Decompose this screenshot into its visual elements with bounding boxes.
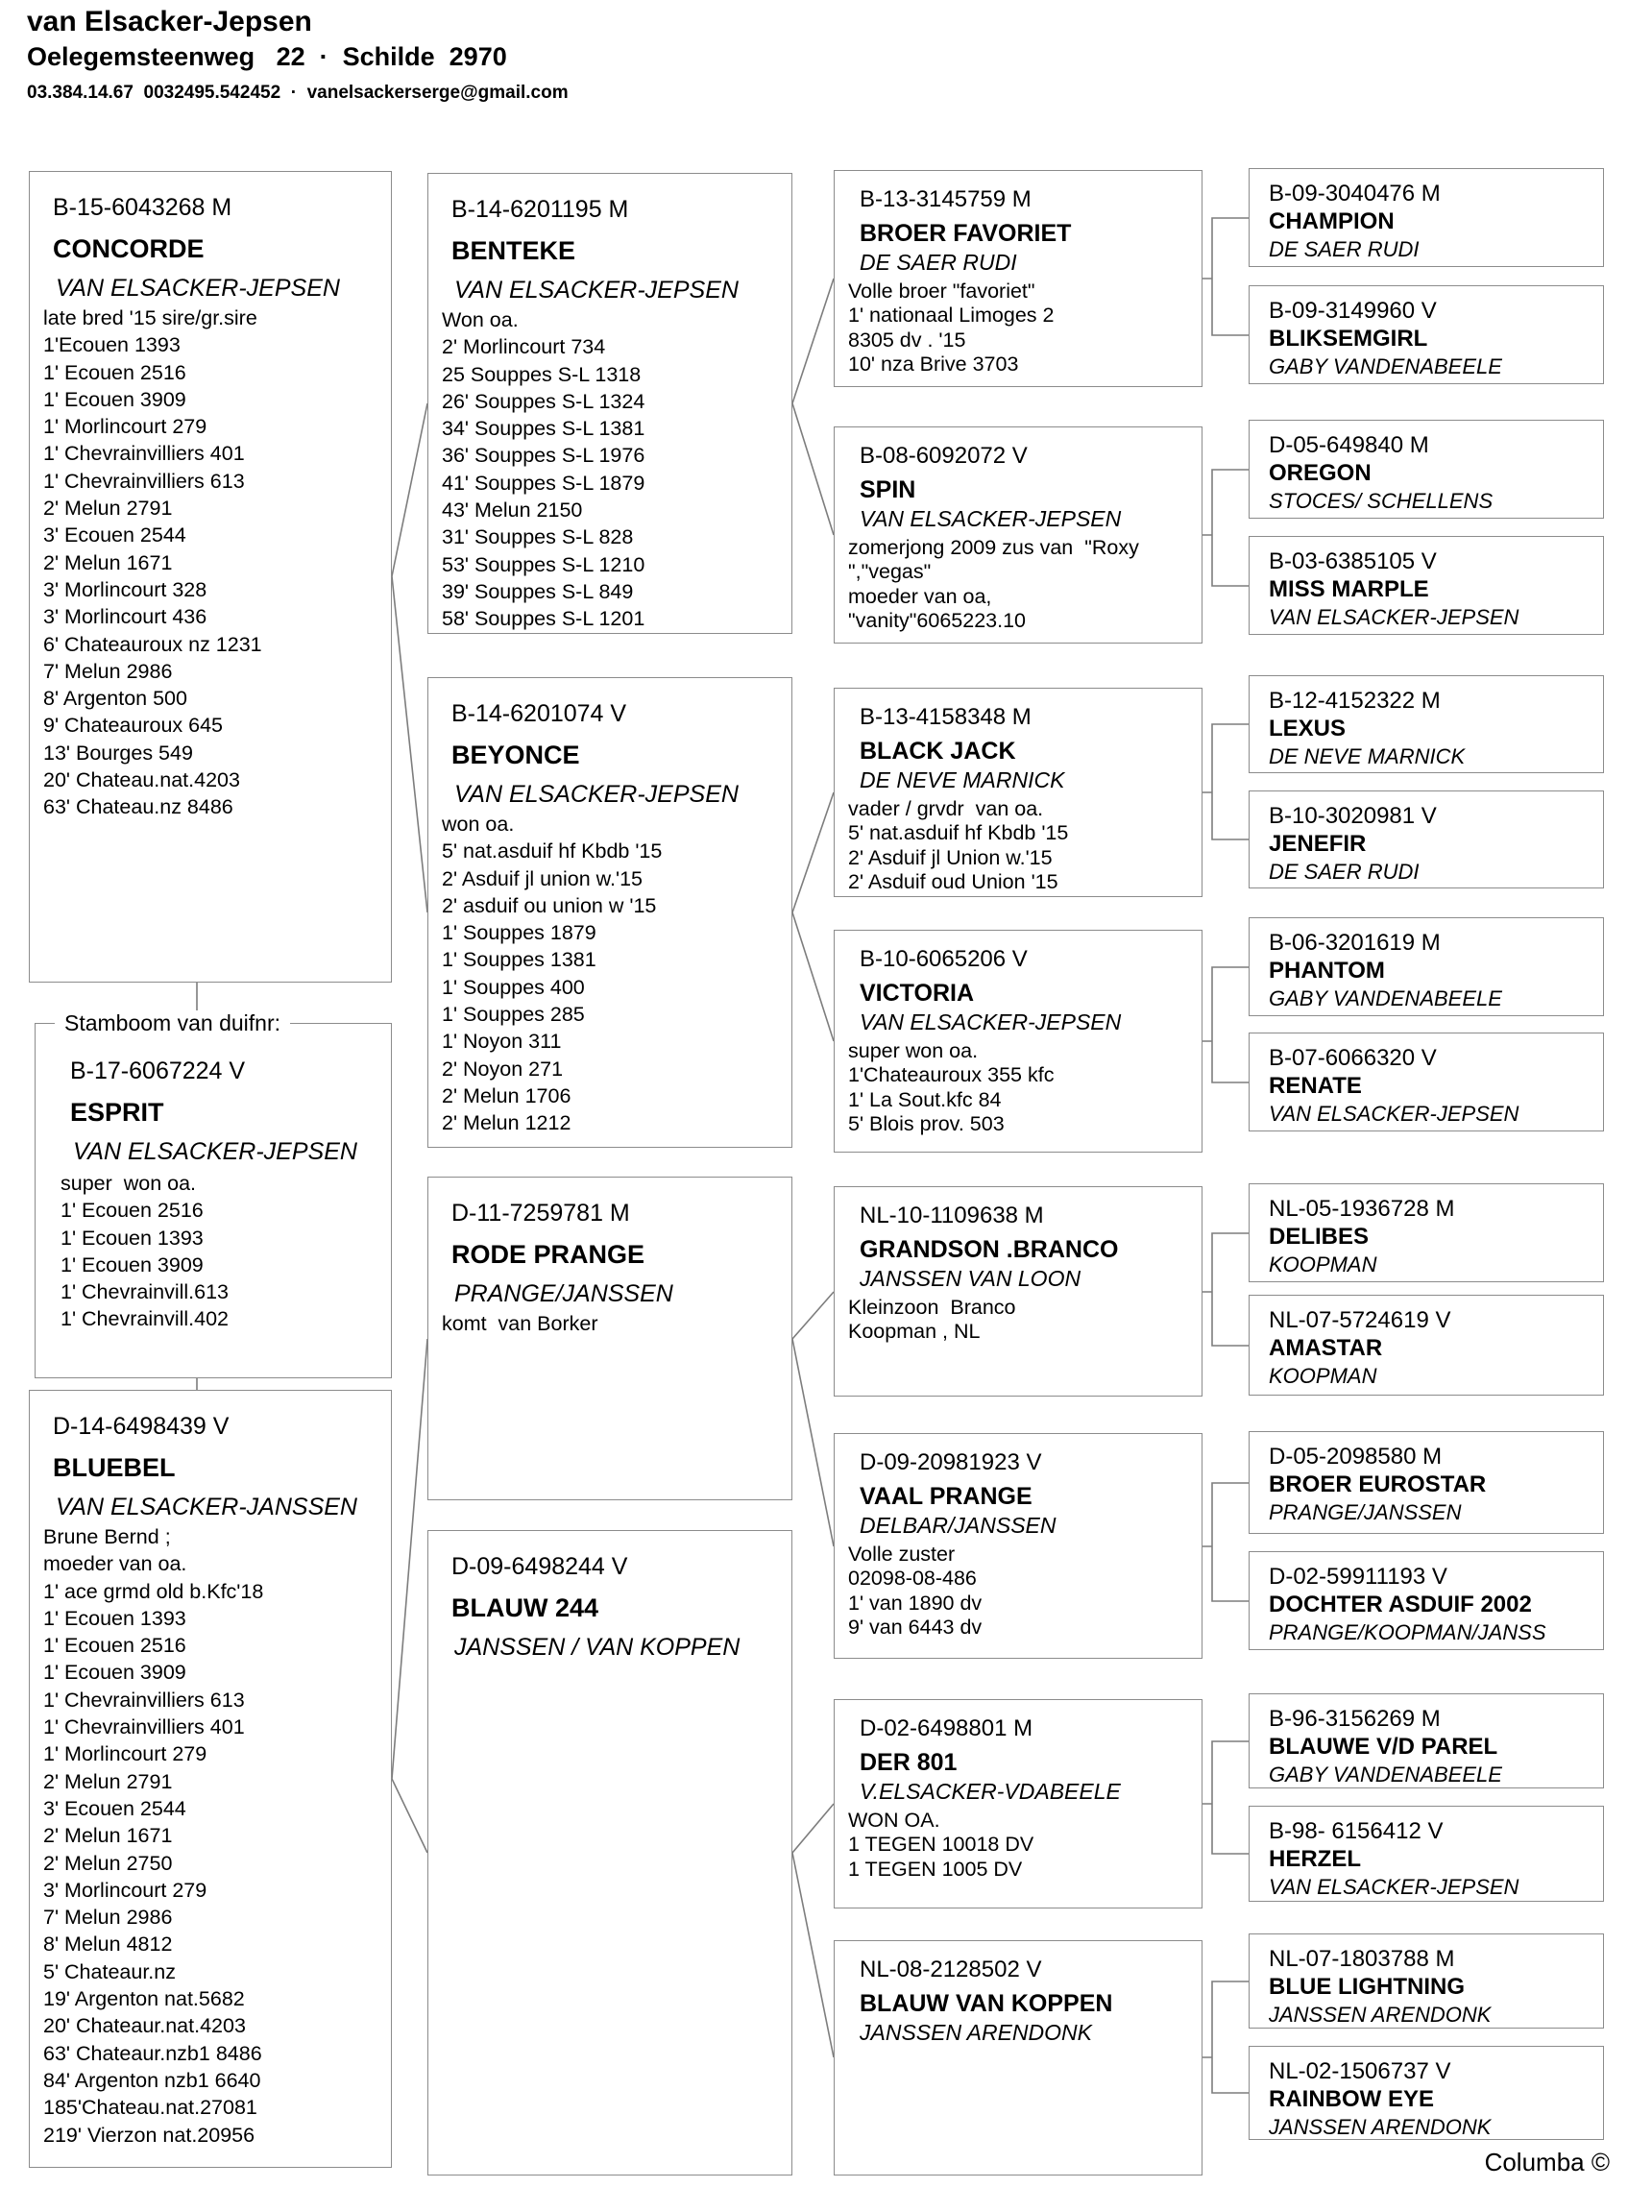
performance-line: 10' nza Brive 3703 <box>848 352 1019 376</box>
performance-line: 1' Chevrainvilliers 613 <box>43 1688 245 1712</box>
performance-line: Won oa. <box>442 308 519 331</box>
ring-number: B-03-6385105 V <box>1269 548 1437 574</box>
bird-name: BLAUWE V/D PAREL <box>1269 1734 1498 1760</box>
ring-number: D-05-2098580 M <box>1269 1444 1443 1470</box>
ring-number: D-02-6498801 M <box>860 1715 1033 1741</box>
bird-name: BROER EUROSTAR <box>1269 1471 1487 1497</box>
bird-name: BLAUW 244 <box>451 1593 599 1622</box>
performance-line: 13' Bourges 549 <box>43 741 193 765</box>
ring-number: B-10-3020981 V <box>1269 803 1437 829</box>
performance-line: 2' Melun 2791 <box>43 1769 173 1793</box>
ring-number: NL-08-2128502 V <box>860 1957 1042 1982</box>
performance-line: 2' Asduif oud Union '15 <box>848 869 1058 893</box>
bird-name: CONCORDE <box>53 234 205 263</box>
ring-number: B-12-4152322 M <box>1269 688 1441 714</box>
performance-line: late bred '15 sire/gr.sire <box>43 306 257 329</box>
ring-number: NL-10-1109638 M <box>860 1203 1044 1228</box>
performance-line: 1' Morlincourt 279 <box>43 415 207 439</box>
ring-number: NL-07-5724619 V <box>1269 1307 1451 1333</box>
pedigree-box-blauw-van-koppen <box>834 1940 1203 2176</box>
pedigree-box-blauw-244 <box>427 1530 792 2176</box>
fancier-name: VAN ELSACKER-JEPSEN <box>860 1009 1122 1034</box>
performance-line: 1' Morlincourt 279 <box>43 1742 207 1766</box>
performance-line: 2' Asduif jl union w.'15 <box>442 866 644 890</box>
bird-name: MISS MARPLE <box>1269 576 1429 602</box>
performance-list <box>30 1521 391 2149</box>
bird-name: BLAUW VAN KOPPEN <box>860 1990 1113 2017</box>
performance-line: 1' Souppes 1879 <box>442 921 596 945</box>
performance-line: 1' Chevrainvilliers 613 <box>43 469 245 493</box>
performance-line: 2' Noyon 271 <box>442 1057 564 1081</box>
performance-line: 63' Chateaur.nzb1 8486 <box>43 2041 262 2065</box>
performance-list <box>428 304 791 633</box>
bird-name: CHAMPION <box>1269 208 1395 234</box>
performance-list <box>835 276 1202 377</box>
pedigree-box-victoria <box>834 930 1203 1153</box>
performance-list <box>835 532 1202 633</box>
performance-line: Kleinzoon Branco <box>848 1296 1016 1319</box>
fancier-name: GABY VANDENABEELE <box>1269 354 1502 378</box>
performance-line: 1' Souppes 285 <box>442 1003 585 1027</box>
performance-line: 20' Chateaur.nat.4203 <box>43 2014 246 2038</box>
performance-line: moeder van oa, <box>848 584 992 608</box>
fancier-name: VAN ELSACKER-JEPSEN <box>1269 605 1519 629</box>
pedigree-box-grandson-branco <box>834 1186 1203 1397</box>
pedigree-box-bluebel <box>29 1390 392 2168</box>
ring-number: B-13-3145759 M <box>860 186 1032 212</box>
performance-list <box>835 1292 1202 1345</box>
ring-number: D-02-59911193 V <box>1269 1564 1447 1590</box>
fancier-name: JANSSEN ARENDONK <box>1269 2115 1492 2139</box>
performance-line: 9' van 6443 dv <box>848 1615 983 1639</box>
pedigree-box-champion <box>1249 168 1604 267</box>
bird-name: DOCHTER ASDUIF 2002 <box>1269 1592 1532 1617</box>
performance-line: 25 Souppes S-L 1318 <box>442 362 642 386</box>
loft-name: van Elsacker-Jepsen <box>27 6 312 37</box>
ring-number: B-09-3040476 M <box>1269 181 1441 207</box>
fancier-name: JANSSEN ARENDONK <box>1269 2003 1492 2027</box>
performance-line: 1' Noyon 311 <box>442 1030 562 1054</box>
performance-line: 1' Ecouen 2516 <box>61 1199 204 1223</box>
pedigree-box-rainbow-eye <box>1249 2046 1604 2140</box>
performance-line: Volle broer "favoriet" <box>848 280 1035 303</box>
performance-line: 1' ace grmd old b.Kfc'18 <box>43 1579 264 1603</box>
performance-line: super won oa. <box>848 1039 979 1062</box>
ring-number: B-15-6043268 M <box>53 194 232 221</box>
ring-number: B-14-6201195 M <box>451 196 629 223</box>
performance-line: 43' Melun 2150 <box>442 498 583 523</box>
fancier-name: DE SAER RUDI <box>1269 860 1420 884</box>
performance-line: 219' Vierzon nat.20956 <box>43 2123 255 2147</box>
pedigree-box-bliksemgirl <box>1249 285 1604 384</box>
fancier-name: PRANGE/KOOPMAN/JANSS <box>1269 1620 1546 1644</box>
performance-line: 1' nationaal Limoges 2 <box>848 304 1055 328</box>
performance-line: 7' Melun 2986 <box>43 659 173 683</box>
fancier-name: DE SAER RUDI <box>860 250 1017 275</box>
performance-line: 1' Ecouen 2516 <box>43 360 186 384</box>
performance-line: 3' Morlincourt 436 <box>43 605 207 629</box>
performance-line: 1' Souppes 1381 <box>442 948 596 972</box>
performance-line: 1' Ecouen 2516 <box>43 1634 186 1658</box>
pedigree-box-rode-prange <box>427 1177 792 1500</box>
performance-line: 3' Ecouen 2544 <box>43 523 186 547</box>
ring-number: D-09-20981923 V <box>860 1449 1042 1475</box>
ring-number: D-05-649840 M <box>1269 432 1429 458</box>
performance-line: 84' Argenton nzb1 6640 <box>43 2068 261 2092</box>
performance-line: 1' Chevrainvilliers 401 <box>43 442 245 466</box>
stamboom-legend: Stamboom van duifnr: <box>55 1010 290 1036</box>
pedigree-box-oregon <box>1249 420 1604 519</box>
performance-line: zomerjong 2009 zus van "Roxy <box>848 536 1139 559</box>
performance-line: 1 TEGEN 10018 DV <box>848 1833 1034 1857</box>
pedigree-box-dochter-asduif-2002 <box>1249 1551 1604 1650</box>
ring-number: B-14-6201074 V <box>451 700 627 727</box>
pedigree-box-lexus <box>1249 675 1604 773</box>
performance-line: 53' Souppes S-L 1210 <box>442 552 645 576</box>
pedigree-box-jenefir <box>1249 790 1604 888</box>
bird-name: BENTEKE <box>451 236 576 265</box>
performance-line: 31' Souppes S-L 828 <box>442 525 634 549</box>
performance-line: 2' Melun 1671 <box>43 550 173 574</box>
performance-line: 1' Chevrainvill.402 <box>61 1307 230 1331</box>
performance-line: 1' Ecouen 3909 <box>61 1252 204 1276</box>
performance-line: 19' Argenton nat.5682 <box>43 1987 245 2011</box>
fancier-name: V.ELSACKER-VDABEELE <box>860 1779 1121 1804</box>
performance-line: 5' Blois prov. 503 <box>848 1111 1005 1135</box>
performance-line: 2' Melun 2750 <box>43 1851 173 1875</box>
bird-name: DER 801 <box>860 1749 958 1776</box>
fancier-name: VAN ELSACKER-JEPSEN <box>454 781 739 808</box>
performance-line: 02098-08-486 <box>848 1567 977 1591</box>
pedigree-box-spin <box>834 426 1203 644</box>
performance-line: won oa. <box>442 813 515 836</box>
performance-line: moeder van oa. <box>43 1552 187 1576</box>
bird-name: RAINBOW EYE <box>1269 2086 1435 2112</box>
pedigree-box-concorde <box>29 171 392 983</box>
performance-line: 8' Melun 4812 <box>43 1932 173 1957</box>
performance-line: 3' Morlincourt 328 <box>43 577 207 601</box>
performance-line: 2' Melun 1671 <box>43 1824 173 1848</box>
ring-number: D-09-6498244 V <box>451 1553 628 1580</box>
performance-list <box>835 1805 1202 1882</box>
performance-line: 2' Melun 1212 <box>442 1111 571 1135</box>
performance-line: 26' Souppes S-L 1324 <box>442 389 645 413</box>
performance-line: 41' Souppes S-L 1879 <box>442 471 645 495</box>
fancier-name: GABY VANDENABEELE <box>1269 1762 1502 1787</box>
bird-name: BLACK JACK <box>860 738 1016 765</box>
bird-name: VICTORIA <box>860 980 974 1007</box>
fancier-name: VAN ELSACKER-JEPSEN <box>454 277 739 304</box>
fancier-name: KOOPMAN <box>1269 1364 1377 1388</box>
performance-line: 2' Melun 1706 <box>442 1083 571 1107</box>
performance-line: 1' Ecouen 1393 <box>61 1226 204 1250</box>
fancier-name: VAN ELSACKER-JEPSEN <box>56 275 340 302</box>
performance-line: 5' nat.asduif hf Kbdb '15 <box>442 839 663 863</box>
fancier-name: JANSSEN ARENDONK <box>860 2020 1092 2045</box>
performance-line: 2' Asduif jl Union w.'15 <box>848 845 1053 869</box>
bird-name: BLIKSEMGIRL <box>1269 326 1428 352</box>
performance-line: 36' Souppes S-L 1976 <box>442 444 645 468</box>
performance-line: 1'Chateauroux 355 kfc <box>848 1063 1055 1087</box>
fancier-name: JANSSEN VAN LOON <box>860 1266 1081 1291</box>
bird-name: DELIBES <box>1269 1224 1370 1250</box>
fancier-name: DE SAER RUDI <box>1269 237 1420 261</box>
ring-number: B-09-3149960 V <box>1269 298 1437 324</box>
performance-line: 1' Chevrainvill.613 <box>61 1280 230 1304</box>
ring-number: D-11-7259781 M <box>451 1200 630 1227</box>
performance-line: 8305 dv . '15 <box>848 328 966 352</box>
fancier-name: JANSSEN / VAN KOPPEN <box>454 1634 741 1661</box>
performance-line: 1'Ecouen 1393 <box>43 333 181 357</box>
performance-line: ","vegas" <box>848 560 932 584</box>
bird-name: PHANTOM <box>1269 958 1385 984</box>
performance-line: 1' van 1890 dv <box>848 1591 983 1615</box>
performance-line: 63' Chateau.nz 8486 <box>43 795 233 819</box>
fancier-name: GABY VANDENABEELE <box>1269 986 1502 1010</box>
performance-line: 3' Ecouen 2544 <box>43 1796 186 1820</box>
ring-number: B-13-4158348 M <box>860 704 1032 730</box>
performance-line: "vanity"6065223.10 <box>848 608 1027 632</box>
bird-name: BEYONCE <box>451 741 580 769</box>
pedigree-box-broer-eurostar <box>1249 1431 1604 1534</box>
bird-name: HERZEL <box>1269 1846 1361 1872</box>
performance-line: 1' Chevrainvilliers 401 <box>43 1715 245 1739</box>
ring-number: D-14-6498439 V <box>53 1413 230 1440</box>
pedigree-box-black-jack <box>834 688 1203 897</box>
fancier-name: VAN ELSACKER-JANSSEN <box>56 1494 357 1520</box>
pedigree-box-beyonce <box>427 677 792 1148</box>
performance-line: 6' Chateauroux nz 1231 <box>43 632 262 656</box>
performance-line: Brune Bernd ; <box>43 1525 171 1548</box>
loft-address: Oelegemsteenweg 22 · Schilde 2970 <box>27 42 507 71</box>
fancier-name: VAN ELSACKER-JEPSEN <box>1269 1102 1519 1126</box>
pedigree-box-broer-favoriet <box>834 170 1203 387</box>
performance-line: 1' Ecouen 1393 <box>43 1606 186 1630</box>
performance-line: Volle zuster <box>848 1543 956 1566</box>
performance-line: 2' Morlincourt 734 <box>442 335 606 359</box>
performance-line: 1' La Sout.kfc 84 <box>848 1087 1002 1111</box>
pedigree-box-renate <box>1249 1033 1604 1131</box>
fancier-name: DE NEVE MARNICK <box>1269 744 1466 768</box>
ring-number: NL-02-1506737 V <box>1269 2058 1451 2084</box>
bird-name: JENEFIR <box>1269 831 1367 857</box>
pedigree-box-herzel <box>1249 1806 1604 1902</box>
performance-line: komt van Borker <box>442 1312 598 1335</box>
bird-name: BLUEBEL <box>53 1453 176 1482</box>
pedigree-box-miss-marple <box>1249 536 1604 635</box>
ring-number: B-96-3156269 M <box>1269 1706 1441 1732</box>
performance-line: 5' Chateaur.nz <box>43 1959 176 1983</box>
ring-number: B-08-6092072 V <box>860 443 1028 469</box>
performance-line: Koopman , NL <box>848 1320 981 1344</box>
ring-number: B-06-3201619 M <box>1269 930 1441 956</box>
performance-line: WON OA. <box>848 1809 940 1832</box>
bird-name: BLUE LIGHTNING <box>1269 1974 1465 2000</box>
performance-line: 9' Chateauroux 645 <box>43 714 223 738</box>
ring-number: B-98- 6156412 V <box>1269 1818 1444 1844</box>
performance-line: 58' Souppes S-L 1201 <box>442 607 645 631</box>
pedigree-box-amastar <box>1249 1295 1604 1396</box>
performance-line: 1' Souppes 400 <box>442 975 585 999</box>
bird-name: SPIN <box>860 476 916 503</box>
bird-name: RENATE <box>1269 1073 1362 1099</box>
performance-line: 3' Morlincourt 279 <box>43 1878 207 1902</box>
fancier-name: VAN ELSACKER-JEPSEN <box>860 506 1122 531</box>
fancier-name: VAN ELSACKER-JEPSEN <box>73 1138 357 1165</box>
ring-number: NL-07-1803788 M <box>1269 1946 1455 1972</box>
performance-line: vader / grvdr van oa. <box>848 797 1044 820</box>
pedigree-box-blauwe-vd-parel <box>1249 1693 1604 1788</box>
ring-number: B-10-6065206 V <box>860 946 1028 972</box>
fancier-name: PRANGE/JANSSEN <box>454 1280 673 1307</box>
performance-line: 2' Melun 2791 <box>43 497 173 521</box>
fancier-name: VAN ELSACKER-JEPSEN <box>1269 1875 1519 1899</box>
pedigree-box-phantom <box>1249 917 1604 1016</box>
performance-line: 5' nat.asduif hf Kbdb '15 <box>848 821 1069 845</box>
performance-line: 2' asduif ou union w '15 <box>442 893 657 917</box>
performance-line: 20' Chateau.nat.4203 <box>43 768 240 792</box>
performance-line: 7' Melun 2986 <box>43 1906 173 1930</box>
bird-name: ESPRIT <box>70 1098 164 1127</box>
ring-number: NL-05-1936728 M <box>1269 1196 1455 1222</box>
fancier-name: PRANGE/JANSSEN <box>1269 1500 1462 1524</box>
pedigree-box-blue-lightning <box>1249 1933 1604 2029</box>
performance-list <box>36 1166 391 1333</box>
ring-number: B-17-6067224 V <box>70 1057 246 1084</box>
performance-line: 185'Chateau.nat.27081 <box>43 2096 257 2120</box>
fancier-name: KOOPMAN <box>1269 1252 1377 1276</box>
bird-name: BROER FAVORIET <box>860 220 1072 247</box>
bird-name: OREGON <box>1269 460 1372 486</box>
columba-brand: Columba © <box>1484 2148 1610 2176</box>
bird-name: VAAL PRANGE <box>860 1483 1032 1510</box>
bird-name: GRANDSON .BRANCO <box>860 1236 1119 1263</box>
fancier-name: DE NEVE MARNICK <box>860 767 1065 792</box>
bird-name: RODE PRANGE <box>451 1240 645 1269</box>
performance-line: 8' Argenton 500 <box>43 687 187 711</box>
pedigree-box-vaal-prange <box>834 1433 1203 1659</box>
performance-line: 1' Ecouen 3909 <box>43 387 186 411</box>
performance-line: super won oa. <box>61 1172 197 1195</box>
pedigree-box-der-801 <box>834 1699 1203 1908</box>
fancier-name: STOCES/ SCHELLENS <box>1269 489 1494 513</box>
pedigree-box-esprit-subject <box>35 1010 392 1378</box>
performance-list <box>30 303 391 821</box>
ring-number: B-07-6066320 V <box>1269 1045 1437 1071</box>
pedigree-box-delibes <box>1249 1183 1604 1282</box>
performance-list <box>428 1308 791 1337</box>
bird-name: LEXUS <box>1269 716 1347 741</box>
performance-line: 1' Ecouen 3909 <box>43 1661 186 1685</box>
performance-list <box>835 1035 1202 1136</box>
loft-contact: 03.384.14.67 0032495.542452 · vanelsackerserge@gmail.com <box>27 83 569 103</box>
bird-name: AMASTAR <box>1269 1335 1383 1361</box>
pedigree-box-benteke <box>427 173 792 634</box>
performance-list <box>428 809 791 1137</box>
performance-line: 1 TEGEN 1005 DV <box>848 1857 1023 1881</box>
performance-line: 39' Souppes S-L 849 <box>442 579 634 603</box>
performance-list <box>835 1539 1202 1640</box>
generation-link-brackets <box>1203 218 1249 2093</box>
performance-list <box>835 793 1202 894</box>
performance-line: 34' Souppes S-L 1381 <box>442 417 645 441</box>
fancier-name: DELBAR/JANSSEN <box>860 1513 1057 1538</box>
